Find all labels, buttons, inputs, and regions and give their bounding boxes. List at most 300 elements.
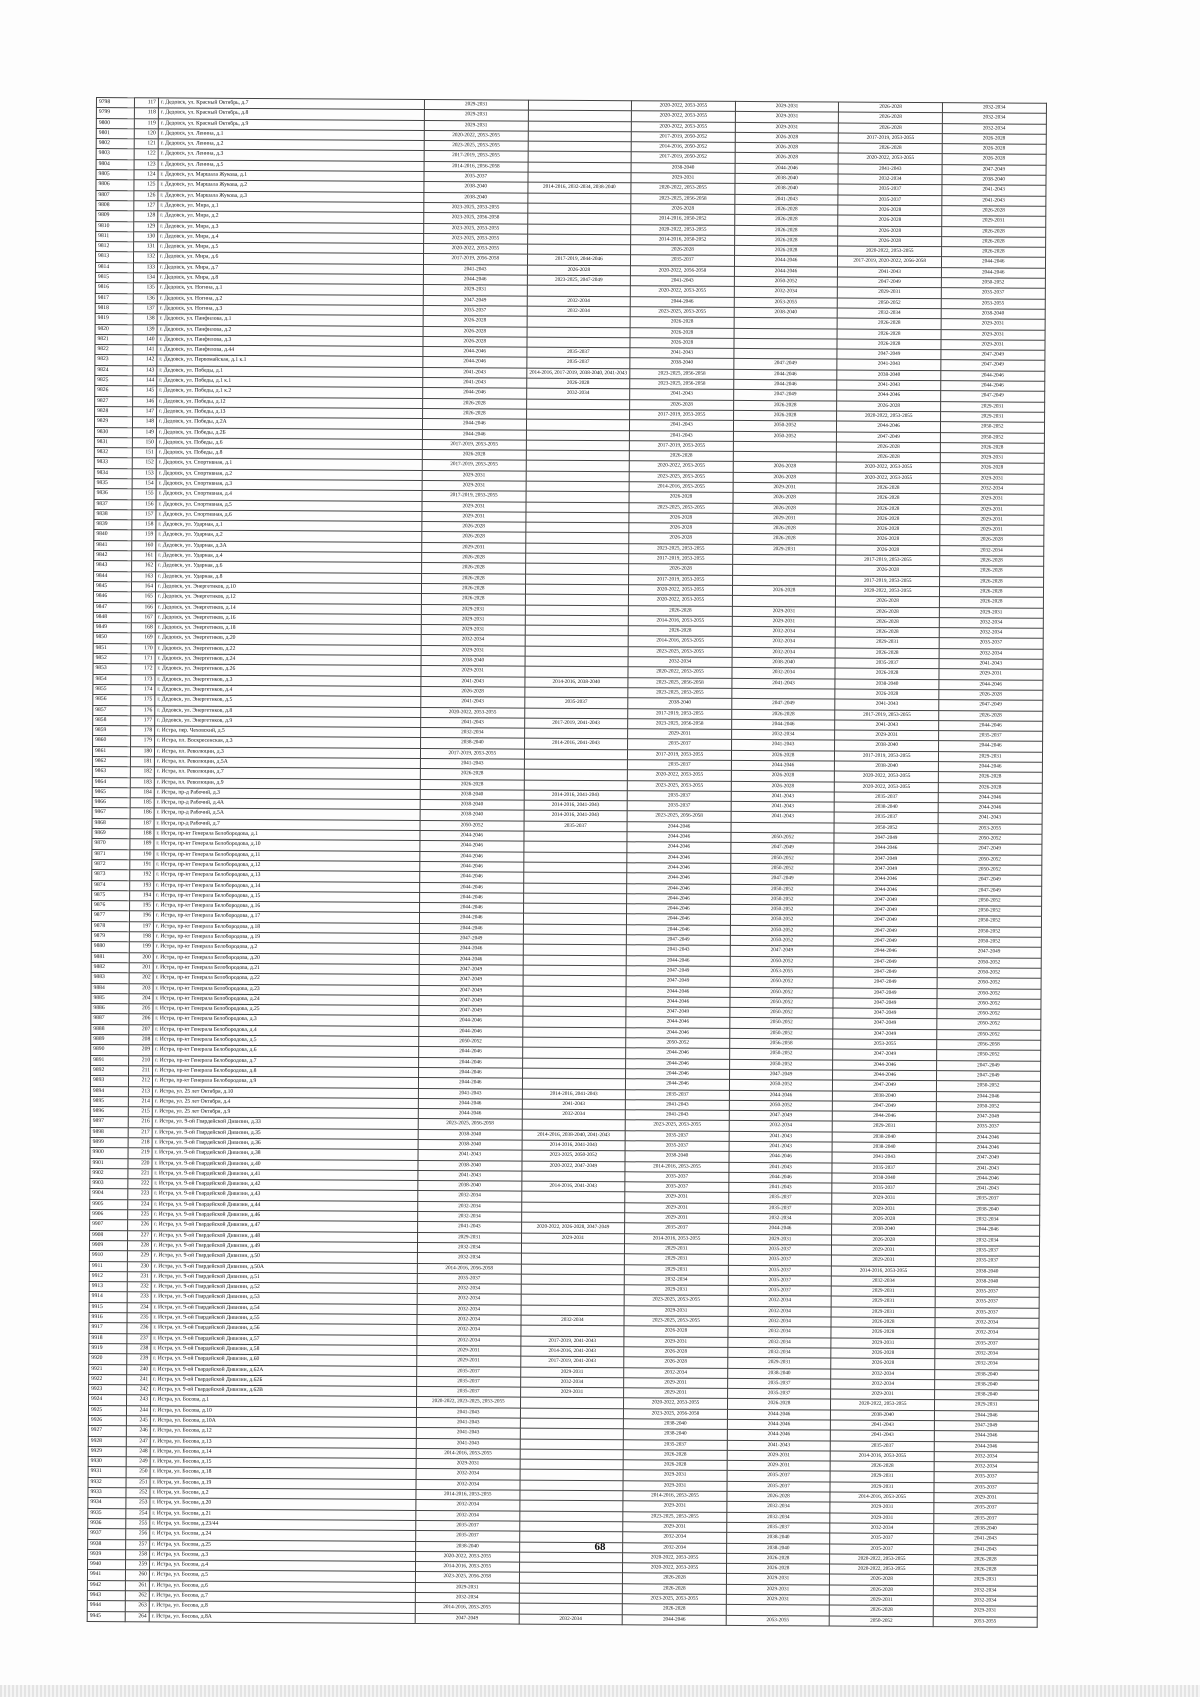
period-cell-4: 2038-2040 [735, 184, 839, 195]
period-cell-1: 2044-2046 [423, 275, 527, 286]
row-number-cell: 235 [127, 1313, 151, 1323]
period-cell-6: 2047-2049 [938, 875, 1042, 886]
row-id-cell: 9877 [91, 911, 129, 922]
row-id-cell: 9901 [90, 1158, 128, 1169]
period-cell-1: 2017-2019, 2056-2058 [423, 254, 527, 265]
period-cell-4: 2032-2034 [727, 1512, 831, 1523]
period-cell-5: 2038-2040 [835, 761, 939, 772]
period-cell-6: 2053-2055 [938, 823, 1042, 834]
period-cell-1: 2044-2046 [423, 357, 527, 368]
period-cell-2 [526, 430, 630, 441]
period-cell-4: 2050-2052 [730, 1028, 834, 1039]
period-cell-6: 2032-2034 [940, 545, 1044, 556]
period-cell-1: 2038-2040 [420, 800, 524, 811]
period-cell-4: 2041-2043 [727, 1440, 831, 1451]
period-cell-5: 2026-2028 [839, 112, 943, 123]
row-id-cell: 9870 [92, 839, 130, 850]
period-cell-4: 2029-2031 [727, 1450, 831, 1461]
period-cell-6: 2026-2028 [933, 1565, 1037, 1576]
row-number-cell: 191 [130, 860, 154, 870]
period-cell-3: 2020-2022, 2053-2055 [631, 121, 735, 132]
period-cell-5: 2026-2028 [838, 205, 942, 216]
period-cell-1: 2035-2037 [423, 305, 527, 316]
period-cell-1: 2029-2031 [416, 1459, 520, 1470]
period-cell-3: 2029-2031 [623, 1522, 727, 1533]
row-id-cell: 9933 [88, 1488, 126, 1499]
period-cell-2 [524, 831, 628, 842]
row-number-cell: 189 [130, 839, 154, 849]
period-cell-4: 2047-2049 [730, 946, 834, 957]
address-cell: г. Истра, ул. 9-ой Гвардейской Дивизии, д.43 [152, 1189, 418, 1201]
row-number-cell: 124 [134, 170, 158, 180]
address-cell: г. Истра, ул. Босова, д.19 [150, 1478, 416, 1490]
period-cell-1: 2026-2028 [423, 336, 527, 347]
period-cell-6: 2032-2034 [935, 1349, 1039, 1360]
row-id-cell: 9839 [94, 520, 132, 531]
period-cell-2: 2023-2025, 2047-2049 [527, 275, 631, 286]
period-cell-3: 2035-2037 [625, 1172, 729, 1183]
row-id-cell: 9914 [89, 1292, 127, 1303]
register-table-wrap [89, 97, 1046, 1625]
period-cell-6: 2044-2046 [934, 1431, 1038, 1442]
period-cell-3: 2020-2022, 2056-2058 [631, 266, 735, 277]
period-cell-1: 2041-2043 [421, 676, 525, 687]
row-id-cell: 9887 [91, 1014, 129, 1025]
period-cell-1: 2032-2034 [416, 1479, 520, 1490]
period-cell-2 [523, 914, 627, 925]
period-cell-2 [526, 450, 630, 461]
period-cell-3: 2023-2025, 2053-2055 [628, 646, 732, 657]
period-cell-6: 2053-2055 [941, 298, 1045, 309]
period-cell-1: 2044-2046 [419, 1047, 523, 1058]
row-id-cell: 9875 [92, 890, 130, 901]
row-id-cell: 9825 [95, 376, 133, 387]
period-cell-5: 2035-2037 [835, 792, 939, 803]
period-cell-5: 2035-2037 [835, 658, 939, 669]
address-cell: г. Истра, ул. Босова, д.15 [150, 1457, 416, 1469]
period-cell-3: 2023-2025, 2056-2058 [630, 368, 734, 379]
row-id-cell: 9927 [88, 1426, 126, 1437]
period-cell-2: 2035-2037 [526, 358, 630, 369]
period-cell-2 [519, 1552, 623, 1563]
period-cell-5: 2047-2049 [834, 854, 938, 865]
period-cell-6: 2032-2034 [940, 484, 1044, 495]
period-cell-4: 2041-2043 [732, 678, 836, 689]
period-cell-2 [523, 893, 627, 904]
period-cell-1: 2041-2043 [418, 1222, 522, 1233]
address-cell: г. Истра, ул. Босова, д.10А [150, 1416, 416, 1428]
period-cell-2 [520, 1470, 624, 1481]
period-cell-5: 2047-2049 [833, 1008, 937, 1019]
period-cell-5: 2029-2031 [838, 287, 942, 298]
period-cell-5: 2026-2028 [837, 452, 941, 463]
row-id-cell: 9799 [96, 108, 134, 119]
period-cell-4: 2032-2034 [732, 627, 836, 638]
row-number-cell: 251 [126, 1477, 150, 1487]
period-cell-6: 2044-2046 [938, 762, 1042, 773]
period-cell-4 [732, 688, 836, 699]
period-cell-5: 2026-2028 [837, 329, 941, 340]
period-cell-5: 2032-2034 [830, 1523, 934, 1534]
period-cell-4: 2026-2028 [733, 462, 837, 473]
period-cell-1: 2029-2031 [417, 1345, 521, 1356]
row-id-cell: 9929 [88, 1446, 126, 1457]
row-id-cell: 9869 [92, 829, 130, 840]
period-cell-3: 2032-2034 [624, 1367, 728, 1378]
period-cell-4: 2026-2028 [735, 153, 839, 164]
period-cell-2 [520, 1459, 624, 1470]
row-id-cell: 9832 [94, 448, 132, 459]
period-cell-4: 2050-2052 [730, 1018, 834, 1029]
period-cell-5: 2026-2028 [832, 1235, 936, 1246]
address-cell: г. Дедовск, ул. Энергетиков, д.20 [155, 633, 421, 645]
row-id-cell: 9806 [96, 180, 134, 191]
period-cell-4: 2035-2037 [729, 1193, 833, 1204]
period-cell-5: 2044-2046 [834, 946, 938, 957]
row-id-cell: 9824 [95, 365, 133, 376]
period-cell-6: 2026-2028 [939, 710, 1043, 721]
period-cell-6: 2026-2028 [939, 597, 1043, 608]
period-cell-3: 2047-2049 [626, 966, 730, 977]
period-cell-3: 2041-2043 [630, 389, 734, 400]
row-number-cell: 261 [125, 1580, 149, 1590]
row-id-cell: 9866 [92, 798, 130, 809]
period-cell-3: 2029-2031 [625, 1203, 729, 1214]
period-cell-2 [527, 316, 631, 327]
row-id-cell: 9843 [94, 561, 132, 572]
period-cell-5: 2026-2028 [836, 524, 940, 535]
period-cell-2 [520, 1439, 624, 1450]
row-number-cell: 159 [132, 530, 156, 540]
row-number-cell: 161 [132, 551, 156, 561]
period-cell-2 [521, 1171, 625, 1182]
period-cell-6: 2050-2052 [937, 1029, 1041, 1040]
period-cell-2 [525, 666, 629, 677]
period-cell-6: 2044-2046 [936, 1143, 1040, 1154]
period-cell-6: 2029-2031 [940, 525, 1044, 536]
period-cell-4 [732, 575, 836, 586]
period-cell-3: 2044-2046 [626, 986, 730, 997]
period-cell-5: 2029-2031 [831, 1296, 935, 1307]
period-cell-5: 2029-2031 [832, 1255, 936, 1266]
period-cell-4: 2032-2034 [734, 287, 838, 298]
period-cell-1: 2026-2028 [420, 769, 524, 780]
period-cell-5: 2041-2043 [831, 1420, 935, 1431]
address-cell: г. Истра, ул. 9-ой Гвардейской Дивизии, д.36 [152, 1138, 418, 1150]
address-cell: г. Истра, ул. 9-ой Гвардейской Дивизии, д.44 [152, 1200, 418, 1212]
period-cell-6: 2032-2034 [942, 113, 1046, 124]
period-cell-5: 2041-2043 [831, 1430, 935, 1441]
period-cell-5: 2035-2037 [832, 1183, 936, 1194]
period-cell-2 [521, 1243, 625, 1254]
row-number-cell: 196 [129, 911, 153, 921]
period-cell-6: 2032-2034 [942, 103, 1046, 114]
row-number-cell: 168 [131, 623, 155, 633]
period-cell-3: 2017-2019, 2053-2055 [630, 441, 734, 452]
period-cell-4: 2029-2031 [727, 1461, 831, 1472]
address-cell: г. Истра, пл. Воскресенская, д.3 [155, 736, 421, 748]
period-cell-4 [731, 822, 835, 833]
period-cell-3: 2026-2028 [624, 1326, 728, 1337]
period-cell-1: 2014-2016, 2056-2058 [417, 1263, 521, 1274]
period-cell-2 [525, 584, 629, 595]
address-cell: г. Истра, пл. Революции, д.3 [154, 747, 420, 759]
period-cell-1: 2026-2028 [423, 408, 527, 419]
period-cell-3: 2026-2028 [629, 492, 733, 503]
period-cell-5: 2038-2040 [832, 1142, 936, 1153]
address-cell: г. Дедовск, ул. Победы, д.13 [157, 407, 423, 419]
period-cell-4: 2035-2037 [727, 1522, 831, 1533]
period-cell-4: 2044-2046 [735, 163, 839, 174]
period-cell-5: 2029-2031 [830, 1595, 934, 1606]
period-cell-1: 2035-2037 [417, 1273, 521, 1284]
period-cell-1: 2041-2043 [416, 1417, 520, 1428]
period-cell-3: 2026-2028 [628, 626, 732, 637]
row-number-cell: 139 [133, 324, 157, 334]
period-cell-4: 2032-2034 [732, 668, 836, 679]
row-number-cell: 252 [126, 1488, 150, 1498]
period-cell-6: 2026-2028 [942, 206, 1046, 217]
period-cell-4: 2041-2043 [731, 791, 835, 802]
row-id-cell: 9934 [88, 1498, 126, 1509]
address-cell: г. Дедовск, ул. Энергетиков, д.8 [155, 705, 421, 717]
period-cell-5: 2047-2049 [834, 967, 938, 978]
row-number-cell: 149 [132, 427, 156, 437]
period-cell-5: 2029-2031 [832, 1245, 936, 1256]
period-cell-1: 2035-2037 [417, 1376, 521, 1387]
period-cell-1: 2038-2040 [420, 810, 524, 821]
row-id-cell: 9886 [91, 1004, 129, 1015]
period-cell-4: 2026-2028 [735, 204, 839, 215]
row-number-cell: 200 [129, 952, 153, 962]
period-cell-2 [524, 759, 628, 770]
period-cell-3: 2020-2022, 2053-2055 [623, 1563, 727, 1574]
address-cell: г. Дедовск, ул. Первомайская, д.1 к.1 [157, 355, 423, 367]
period-cell-1: 2038-2040 [418, 1139, 522, 1150]
period-cell-1: 2014-2016, 2053-2055 [416, 1448, 520, 1459]
period-cell-1: 2032-2034 [417, 1325, 521, 1336]
period-cell-2 [522, 1047, 626, 1058]
period-cell-1: 2029-2031 [417, 1356, 521, 1367]
address-cell: г. Истра, ул. Босова, д.6 [149, 1581, 415, 1593]
period-cell-6: 2029-2031 [939, 607, 1043, 618]
row-number-cell: 172 [131, 664, 155, 674]
period-cell-1: 2047-2049 [419, 995, 523, 1006]
period-cell-4: 2050-2052 [729, 1049, 833, 1060]
row-number-cell: 176 [131, 705, 155, 715]
period-cell-2 [522, 1068, 626, 1079]
period-cell-1: 2029-2031 [422, 501, 526, 512]
period-cell-3: 2017-2019, 2053-2055 [629, 574, 733, 585]
period-cell-6: 2056-2058 [937, 1040, 1041, 1051]
period-cell-6: 2050-2052 [938, 834, 1042, 845]
period-cell-4: 2041-2043 [729, 1162, 833, 1173]
period-cell-5: 2047-2049 [833, 1018, 937, 1029]
period-cell-3: 2029-2031 [625, 1264, 729, 1275]
address-cell: г. Дедовск, ул. Победы, д.2Б [156, 427, 422, 439]
period-cell-5: 2029-2031 [832, 1204, 936, 1215]
period-cell-1: 2020-2022, 2023-2025, 2053-2055 [417, 1397, 521, 1408]
period-cell-5: 2026-2028 [836, 514, 940, 525]
period-cell-4: 2041-2043 [731, 812, 835, 823]
address-cell: г. Дедовск, ул. Энергетиков, д.3 [155, 674, 421, 686]
row-id-cell: 9896 [90, 1107, 128, 1118]
address-cell: г. Истра, ул. Босова, д.5 [149, 1570, 415, 1582]
period-cell-2 [523, 944, 627, 955]
period-cell-5: 2026-2028 [836, 627, 940, 638]
address-cell: г. Истра, ул. Босова, д.14 [150, 1447, 416, 1459]
period-cell-3: 2020-2022, 2053-2055 [629, 461, 733, 472]
period-cell-4: 2029-2031 [728, 1234, 832, 1245]
period-cell-3: 2044-2046 [622, 1614, 726, 1625]
address-cell: г. Дедовск, ул. Ногина, д.1 [157, 283, 423, 295]
period-cell-3: 2017-2019, 2053-2055 [628, 749, 732, 760]
period-cell-5: 2044-2046 [833, 1060, 937, 1071]
row-number-cell: 199 [129, 942, 153, 952]
row-id-cell: 9804 [96, 159, 134, 170]
row-number-cell: 198 [129, 932, 153, 942]
period-cell-1: 2041-2043 [416, 1407, 520, 1418]
period-cell-3: 2026-2028 [629, 605, 733, 616]
period-cell-1: 2026-2028 [422, 563, 526, 574]
period-cell-2: 2014-2016, 2041-2043 [524, 739, 628, 750]
period-cell-3: 2044-2046 [630, 296, 734, 307]
period-cell-6: 2044-2046 [938, 741, 1042, 752]
period-cell-3: 2044-2046 [627, 904, 731, 915]
period-cell-6: 2026-2028 [938, 782, 1042, 793]
period-cell-6: 2050-2052 [938, 896, 1042, 907]
period-cell-2: 2029-2031 [520, 1387, 624, 1398]
address-cell: г. Истра, ул. Босова, д.1 [151, 1395, 417, 1407]
period-cell-3: 2029-2031 [624, 1285, 728, 1296]
period-cell-5: 2047-2049 [834, 895, 938, 906]
address-cell: г. Дедовск, ул. Энергетиков, д.14 [155, 602, 421, 614]
row-number-cell: 212 [128, 1076, 152, 1086]
address-cell: г. Истра, ул. 9-ой Гвардейской Дивизии, д.49 [151, 1241, 417, 1253]
address-cell: г. Истра, пр-кт Генерала Белобородова, д.15 [154, 891, 420, 903]
period-cell-5: 2029-2031 [830, 1513, 934, 1524]
address-cell: г. Истра, ул. 9-ой Гвардейской Дивизии, д.38 [152, 1148, 418, 1160]
period-cell-4: 2029-2031 [735, 101, 839, 112]
row-number-cell: 216 [128, 1117, 152, 1127]
row-number-cell: 225 [128, 1210, 152, 1220]
period-cell-4: 2029-2031 [732, 616, 836, 627]
period-cell-5: 2026-2028 [831, 1327, 935, 1338]
address-cell: г. Истра, ул. Босова, д.25 [150, 1539, 416, 1551]
row-number-cell: 243 [127, 1395, 151, 1405]
address-cell: г. Дедовск, ул. Ленина, д.2 [158, 139, 424, 151]
period-cell-3: 2044-2046 [626, 1079, 730, 1090]
period-cell-1: 2029-2031 [421, 666, 525, 677]
address-cell: г. Дедовск, ул. Маршала Жукова, д.2 [158, 180, 424, 192]
period-cell-5: 2041-2043 [832, 1152, 936, 1163]
period-cell-5: 2035-2037 [834, 813, 938, 824]
row-number-cell: 117 [134, 98, 158, 108]
row-number-cell: 143 [133, 365, 157, 375]
period-cell-1: 2041-2043 [416, 1438, 520, 1449]
period-cell-2 [523, 986, 627, 997]
period-cell-5: 2041-2043 [838, 164, 942, 175]
period-cell-3: 2023-2025, 2056-2058 [627, 811, 731, 822]
period-cell-3: 2014-2016, 2053-2055 [628, 616, 732, 627]
period-cell-3: 2014-2016, 2053-2055 [625, 1161, 729, 1172]
period-cell-6: 2047-2049 [941, 391, 1045, 402]
period-cell-6: 2035-2037 [939, 731, 1043, 742]
period-cell-1: 2032-2034 [417, 1284, 521, 1295]
period-cell-2 [525, 615, 629, 626]
period-cell-2 [520, 1418, 624, 1429]
period-cell-4: 2050-2052 [730, 997, 834, 1008]
period-cell-4: 2032-2034 [731, 730, 835, 741]
period-cell-2 [525, 594, 629, 605]
row-number-cell: 134 [133, 273, 157, 283]
period-cell-1: 2026-2028 [422, 522, 526, 533]
row-id-cell: 9928 [88, 1436, 126, 1447]
period-cell-6: 2029-2031 [941, 401, 1045, 412]
period-cell-5: 2047-2049 [834, 915, 938, 926]
period-cell-4: 2041-2043 [729, 1183, 833, 1194]
address-cell: г. Дедовск, ул. Мира, д.4 [158, 232, 424, 244]
address-cell: г. Истра, ул. Босова, д.2 [150, 1488, 416, 1500]
period-cell-3: 2026-2028 [623, 1583, 727, 1594]
address-cell: г. Дедовск, ул. Энергетиков, д.4 [155, 685, 421, 697]
period-cell-3: 2023-2025, 2053-2055 [630, 307, 734, 318]
period-cell-1: 2044-2046 [420, 872, 524, 883]
period-cell-2 [526, 399, 630, 410]
period-cell-4: 2038-2040 [735, 173, 839, 184]
period-cell-2 [521, 1295, 625, 1306]
period-cell-6: 2050-2052 [938, 854, 1042, 865]
period-cell-4: 2050-2052 [729, 1080, 833, 1091]
period-cell-6: 2035-2037 [934, 1472, 1038, 1483]
period-cell-5: 2038-2040 [835, 802, 939, 813]
period-cell-4: 2029-2031 [733, 482, 837, 493]
period-cell-1: 2026-2028 [423, 316, 527, 327]
period-cell-3: 2017-2019, 2053-2055 [629, 554, 733, 565]
row-number-cell: 150 [132, 438, 156, 448]
period-cell-6: 2044-2046 [941, 381, 1045, 392]
period-cell-5: 2026-2028 [831, 1348, 935, 1359]
address-cell: г. Истра, пр-кт Генерала Белобородова, д.22 [153, 973, 419, 985]
period-cell-4: 2035-2037 [728, 1244, 832, 1255]
row-id-cell: 9821 [95, 334, 133, 345]
address-cell: г. Истра, пр-кт Генерала Белобородова, д.1 [154, 829, 420, 841]
period-cell-5: 2020-2022, 2053-2055 [830, 1564, 934, 1575]
address-cell: г. Дедовск, ул. Мира, д.1 [158, 201, 424, 213]
period-cell-2: 2023-2025, 2050-2052 [522, 1150, 626, 1161]
period-cell-3: 2029-2031 [625, 1213, 729, 1224]
period-cell-3: 2023-2025, 2053-2055 [627, 780, 731, 791]
period-cell-4: 2044-2046 [734, 266, 838, 277]
period-cell-6: 2044-2046 [936, 1091, 1040, 1102]
row-id-cell: 9836 [94, 489, 132, 500]
period-cell-2: 2026-2028 [527, 265, 631, 276]
period-cell-3: 2014-2016, 2050-2052 [631, 235, 735, 246]
period-cell-1: 2041-2043 [423, 264, 527, 275]
period-cell-2 [527, 285, 631, 296]
period-cell-5: 2044-2046 [833, 1111, 937, 1122]
period-cell-6: 2044-2046 [941, 257, 1045, 268]
row-id-cell: 9837 [94, 499, 132, 510]
address-cell: г. Истра, ул. 9-ой Гвардейской Дивизии, д.50А [151, 1261, 417, 1273]
period-cell-2 [526, 440, 630, 451]
period-cell-2 [528, 141, 632, 152]
address-cell: г. Дедовск, ул. Маршала Жукова, д.3 [158, 191, 424, 203]
row-number-cell: 226 [128, 1220, 152, 1230]
period-cell-4: 2026-2028 [731, 771, 835, 782]
period-cell-1: 2038-2040 [416, 1541, 520, 1552]
row-number-cell: 185 [130, 798, 154, 808]
